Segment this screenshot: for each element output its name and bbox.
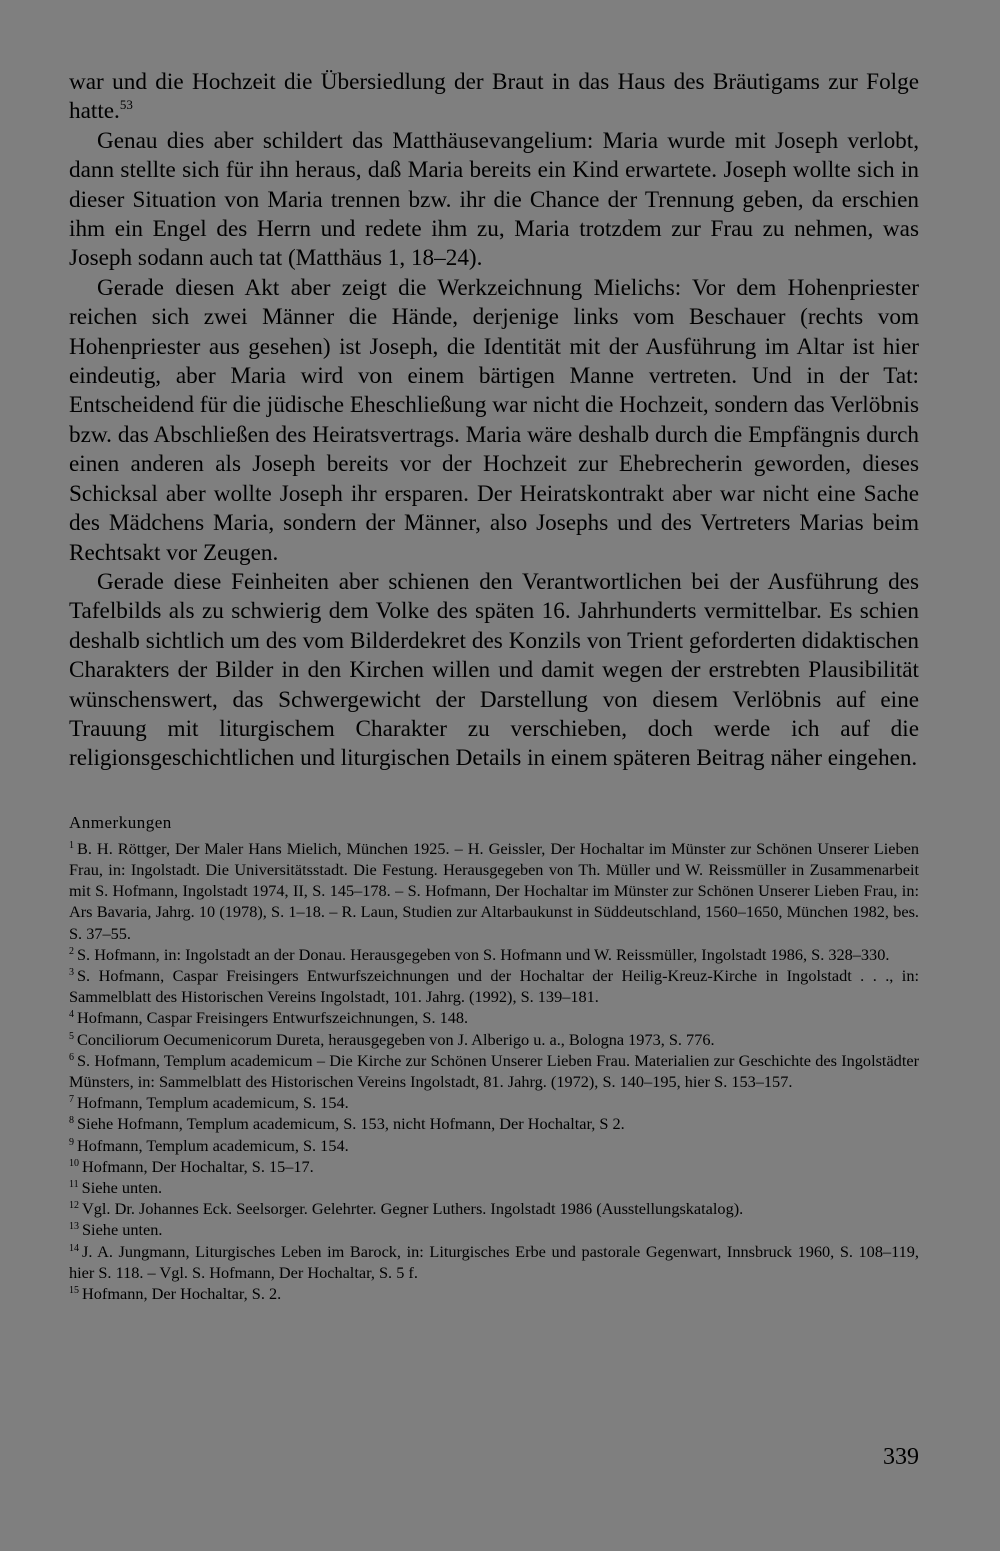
footnote-number: 8 bbox=[69, 1115, 74, 1127]
footnote bbox=[69, 1029, 919, 1050]
footnote-number: 3 bbox=[69, 966, 74, 978]
footnote-text: Siehe unten. bbox=[82, 1220, 163, 1240]
footnote bbox=[69, 1219, 919, 1240]
footnote-text: Hofmann, Templum academicum, S. 154. bbox=[77, 1093, 349, 1113]
page-content bbox=[69, 68, 919, 1304]
footnote bbox=[69, 1092, 919, 1113]
footnote-text: S. Hofmann, Caspar Freisingers Entwurfszeichnungen und der Hochaltar der Heilig-Kreuz-Kirche in Ingolstadt . . ., in: Sammelblatt des Historischen Vereins Ingolstadt, 101. Jahrg. (1992), S. 139–181. bbox=[69, 965, 919, 1007]
footnote bbox=[69, 1241, 919, 1283]
footnote-text: Conciliorum Oecumenicorum Dureta, herausgegeben von J. Alberigo u. a., Bologna 1973, S. 776. bbox=[77, 1029, 715, 1049]
footnote-text: Hofmann, Der Hochaltar, S. 15–17. bbox=[82, 1156, 314, 1176]
footnote-text: Siehe Hofmann, Templum academicum, S. 153, nicht Hofmann, Der Hochaltar, S 2. bbox=[77, 1114, 625, 1134]
footnote-number: 5 bbox=[69, 1030, 74, 1042]
footnote bbox=[69, 1177, 919, 1198]
footnote-number: 12 bbox=[69, 1200, 79, 1212]
footnote-number: 9 bbox=[69, 1136, 74, 1148]
footnote-reference: 53 bbox=[119, 97, 133, 113]
footnote bbox=[69, 1135, 919, 1156]
footnote bbox=[69, 1198, 919, 1219]
footnote-text: Vgl. Dr. Johannes Eck. Seelsorger. Gelehrter. Gegner Luthers. Ingolstadt 1986 (Ausstellungskatalog). bbox=[82, 1199, 744, 1219]
footnote-number: 4 bbox=[69, 1009, 74, 1021]
footnote-number: 15 bbox=[69, 1285, 79, 1297]
footnote bbox=[69, 1113, 919, 1134]
footnote-text: Siehe unten. bbox=[81, 1178, 163, 1197]
footnote-number: 6 bbox=[69, 1051, 74, 1063]
footnote-number: 10 bbox=[69, 1157, 79, 1169]
paragraph-text: war und die Hochzeit die Übersiedlung der Braut in das Haus des Bräutigams zur Folge hatte. bbox=[69, 69, 919, 125]
footnote bbox=[69, 1156, 919, 1177]
paragraph bbox=[69, 68, 919, 127]
body-text bbox=[69, 68, 919, 774]
footnote-number: 11 bbox=[69, 1179, 79, 1190]
footnote-number: 7 bbox=[69, 1094, 74, 1106]
footnote-text: Hofmann, Caspar Freisingers Entwurfszeichnungen, S. 148. bbox=[77, 1008, 469, 1028]
footnote bbox=[69, 838, 919, 944]
notes-heading: Anmerkungen bbox=[69, 812, 172, 832]
footnote-text: Hofmann, Der Hochaltar, S. 2. bbox=[82, 1284, 282, 1304]
footnote-text: S. Hofmann, Templum academicum – Die Kirche zur Schönen Unserer Lieben Frau. Materialien zur Geschichte des Ingolstädter Münsters, in: Sammelblatt des Historischen Vereins Ingolstadt, 81. Jahrg. (1972), S. 140–195, hier S. 153–157. bbox=[69, 1050, 919, 1091]
footnote bbox=[69, 1050, 919, 1092]
footnote-number: 13 bbox=[69, 1221, 79, 1233]
footnote-text: B. H. Röttger, Der Maler Hans Mielich, München 1925. – H. Geissler, Der Hochaltar im Münster zur Schönen Unserer Lieben Frau, in: Ingolstadt. Die Universitätsstadt. Die Festung. Herausgegeben von Th. Müller und W. Reissmüller in Zusammenarbeit mit S. Hofmann, Ingolstadt 1974, II, S. 145–178. – S. Hofmann, Der Hochaltar im Münster zur Schönen Unserer Lieben Frau, in: Ars Bavaria, Jahrg. 10 (1978), S. 1–18. – R. Laun, Studien zur Altarbaukunst in Süddeutschland, 1560–1650, München 1982, bes. S. 37–55. bbox=[69, 838, 919, 943]
page-number: 339 bbox=[883, 1444, 919, 1470]
notes-list bbox=[69, 838, 919, 1304]
footnote bbox=[69, 1007, 919, 1028]
footnote bbox=[69, 1283, 919, 1304]
paragraph: Gerade diese Feinheiten aber schienen den Verantwortlichen bei der Ausführung des Tafelbilds als zu schwierig dem Volke des späten 16. Jahrhunderts vermittelbar. Es schien deshalb sichtlich um des vom Bilderdekret des Konzils von Trient geforderten didaktischen Charakters der Bilder in den Kirchen willen und damit wegen der erstrebten Plausibilität wünschenswert, das Schwergewicht der Darstellung von diesem Verlöbnis auf eine Trauung mit liturgischem Charakter zu verschieben, doch werde ich auf die religionsgeschichtlichen und liturgischen Details in einem späteren Beitrag näher eingehen. bbox=[69, 568, 919, 772]
footnote bbox=[69, 965, 919, 1007]
footnote bbox=[69, 944, 919, 965]
footnote-number: 2 bbox=[69, 945, 74, 957]
footnote-number: 14 bbox=[69, 1242, 79, 1254]
paragraph: Genau dies aber schildert das Matthäusevangelium: Maria wurde mit Joseph verlobt, dann stellte sich für ihn heraus, daß Maria bereits ein Kind erwartete. Joseph wollte sich in dieser Situation von Maria trennen bzw. ihr die Chance der Trennung geben, da erschien ihm ein Engel des Herrn und redete ihm zu, Maria trotzdem zur Frau zu nehmen, was Joseph sodann auch tat (Matthäus 1, 18–24). bbox=[69, 127, 919, 272]
footnote-number: 1 bbox=[69, 839, 74, 851]
footnote-text: S. Hofmann, in: Ingolstadt an der Donau. Herausgegeben von S. Hofmann und W. Reissmüller, Ingolstadt 1986, S. 328–330. bbox=[77, 944, 890, 964]
footnote-text: Hofmann, Templum academicum, S. 154. bbox=[77, 1135, 349, 1155]
footnote-text: J. A. Jungmann, Liturgisches Leben im Barock, in: Liturgisches Erbe und pastorale Gegenwart, Innsbruck 1960, S. 108–119, hier S. 118. – Vgl. S. Hofmann, Der Hochaltar, S. 5 f. bbox=[69, 1241, 919, 1282]
paragraph: Gerade diesen Akt aber zeigt die Werkzeichnung Mielichs: Vor dem Hohenpriester reichen sich zwei Männer die Hände, derjenige links vom Beschauer (rechts vom Hohenpriester aus gesehen) ist Joseph, die Identität mit der Ausführung im Altar ist hier eindeutig, aber Maria wird von einem bärtigen Manne vertreten. Und in der Tat: Entscheidend für die jüdische Eheschließung war nicht die Hochzeit, sondern das Verlöbnis bzw. das Abschließen des Heiratsvertrags. Maria wäre deshalb durch die Empfängnis durch einen anderen als Joseph bereits vor der Hochzeit zur Ehebrecherin geworden, dieses Schicksal aber wollte Joseph ihr ersparen. Der Heiratskontrakt aber war nicht eine Sache des Mädchens Maria, sondern der Männer, also Josephs und des Vertreters Marias beim Rechtsakt vor Zeugen. bbox=[69, 274, 919, 566]
